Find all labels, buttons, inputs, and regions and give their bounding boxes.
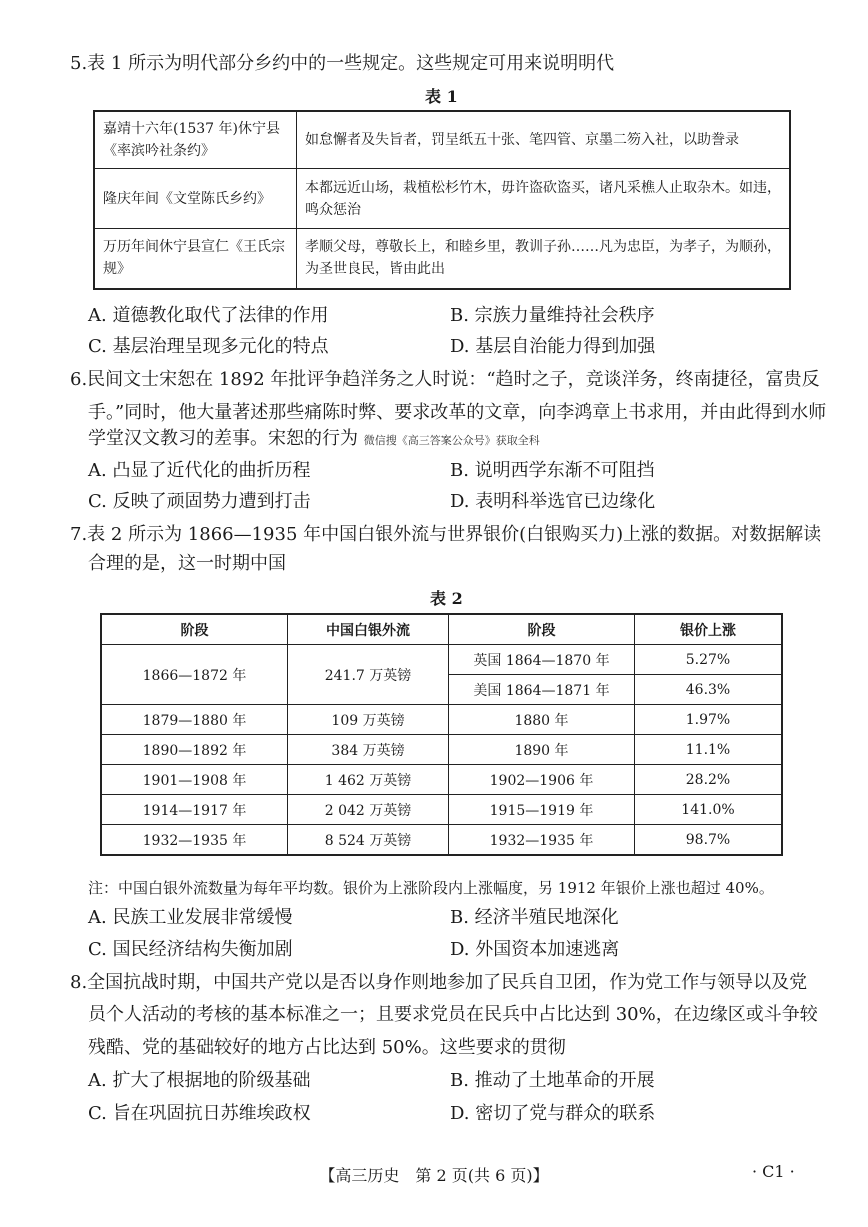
- q8-stem-line3: 残酷、党的基础较好的地方占比达到 50%。这些要求的贯彻: [88, 1037, 566, 1058]
- table-row: [101, 705, 782, 735]
- table-cell: 1880 年: [449, 705, 635, 735]
- table-cell: 141.0%: [635, 795, 783, 825]
- table-cell: 本都远近山场，栽植松杉竹木，毋许盗砍盗买，诸凡采樵人止取杂木。如违，鸣众惩治: [297, 169, 791, 229]
- table-row: [101, 645, 782, 675]
- q6-option-d[interactable]: D. 表明科举选官已边缘化: [450, 491, 656, 512]
- page-footer: 【高三历史 第 2 页(共 6 页)】: [319, 1166, 549, 1185]
- table-header-row: [101, 614, 782, 645]
- table-cell: 美国 1864—1871 年: [449, 675, 635, 705]
- table2-caption: 表 2: [430, 589, 463, 608]
- table-cell: 1879—1880 年: [101, 705, 288, 735]
- table-cell: 2 042 万英镑: [288, 795, 449, 825]
- table-header: 中国白银外流: [288, 614, 449, 645]
- table-cell: 5.27%: [635, 645, 783, 675]
- q8-option-a[interactable]: A. 扩大了根据地的阶级基础: [88, 1070, 311, 1091]
- q6-option-b[interactable]: B. 说明西学东渐不可阻挡: [450, 460, 655, 481]
- table2: [100, 613, 783, 856]
- table-row: [94, 229, 790, 289]
- table-cell: 1932—1935 年: [101, 825, 288, 856]
- q5-option-a[interactable]: A. 道德教化取代了法律的作用: [88, 305, 329, 326]
- paper-code: · C1 ·: [752, 1162, 795, 1181]
- table-cell: 384 万英镑: [288, 735, 449, 765]
- table-cell: 1 462 万英镑: [288, 765, 449, 795]
- table-cell: 11.1%: [635, 735, 783, 765]
- table-cell: 万历年间休宁县宣仁《王氏宗规》: [94, 229, 297, 289]
- table-row: [94, 169, 790, 229]
- table-cell: 如怠懈者及失旨者，罚呈纸五十张、笔四管、京墨二笏入社，以助誊录: [297, 111, 791, 169]
- q5-option-d[interactable]: D. 基层自治能力得到加强: [450, 336, 656, 357]
- q5-option-b[interactable]: B. 宗族力量维持社会秩序: [450, 305, 655, 326]
- table-cell: 隆庆年间《文堂陈氏乡约》: [94, 169, 297, 229]
- table-row: [101, 795, 782, 825]
- inline-note: 微信搜《高三答案公众号》获取全科: [363, 434, 540, 447]
- table-header: 阶段: [449, 614, 635, 645]
- table-cell: 241.7 万英镑: [288, 645, 449, 705]
- q8-option-b[interactable]: B. 推动了土地革命的开展: [450, 1070, 655, 1091]
- q7-option-c[interactable]: C. 国民经济结构失衡加剧: [88, 939, 293, 960]
- q7-option-b[interactable]: B. 经济半殖民地深化: [450, 907, 619, 928]
- table-cell: 1890—1892 年: [101, 735, 288, 765]
- q6-option-c[interactable]: C. 反映了顽固势力遭到打击: [88, 491, 311, 512]
- table1: [93, 110, 791, 290]
- q8-option-d[interactable]: D. 密切了党与群众的联系: [450, 1103, 656, 1124]
- table-row: [101, 765, 782, 795]
- q8-stem-line1: 8.全国抗战时期，中国共产党以是否以身作则地参加了民兵自卫团，作为党工作与领导以及党: [70, 972, 808, 993]
- table-cell: 1932—1935 年: [449, 825, 635, 856]
- table2-note: 注：中国白银外流数量为每年平均数。银价为上涨阶段内上涨幅度，另 1912 年银价上涨也超过 40%。: [88, 879, 774, 897]
- table-cell: 98.7%: [635, 825, 783, 856]
- q6-stem-line3: [88, 427, 540, 453]
- q8-stem-line2: 员个人活动的考核的基本标准之一；且要求党员在民兵中占比达到 30%，在边缘区或斗争较: [88, 1004, 818, 1025]
- table-cell: 1.97%: [635, 705, 783, 735]
- table-cell: 1866—1872 年: [101, 645, 288, 705]
- q6-stem-text: 学堂汉文教习的差事。宋恕的行为: [88, 428, 358, 449]
- q7-stem-line2: 合理的是，这一时期中国: [88, 553, 286, 574]
- table-cell: 8 524 万英镑: [288, 825, 449, 856]
- q5-option-c[interactable]: C. 基层治理呈现多元化的特点: [88, 336, 329, 357]
- table-row: [101, 825, 782, 856]
- table-cell: 28.2%: [635, 765, 783, 795]
- q7-option-d[interactable]: D. 外国资本加速逃离: [450, 939, 620, 960]
- table-cell: 孝顺父母，尊敬长上，和睦乡里，教训子孙……凡为忠臣，为孝子，为顺孙，为圣世良民，皆由此出: [297, 229, 791, 289]
- table-cell: 1914—1917 年: [101, 795, 288, 825]
- q6-option-a[interactable]: A. 凸显了近代化的曲折历程: [88, 460, 311, 481]
- table-header: 阶段: [101, 614, 288, 645]
- q6-stem-line1: 6.民间文士宋恕在 1892 年批评争趋洋务之人时说：“趋时之子，竞谈洋务，终南捷径，富贵反: [70, 369, 820, 390]
- table1-caption: 表 1: [425, 87, 458, 106]
- table-row: [94, 111, 790, 169]
- q8-option-c[interactable]: C. 旨在巩固抗日苏维埃政权: [88, 1103, 311, 1124]
- table-cell: 1902—1906 年: [449, 765, 635, 795]
- q7-stem-line1: 7.表 2 所示为 1866—1935 年中国白银外流与世界银价(白银购买力)上涨的数据。对数据解读: [70, 524, 822, 545]
- q7-option-a[interactable]: A. 民族工业发展非常缓慢: [88, 907, 293, 928]
- table-cell: 1890 年: [449, 735, 635, 765]
- table-cell: 嘉靖十六年(1537 年)休宁县《率滨吟社条约》: [94, 111, 297, 169]
- q5-stem: 5.表 1 所示为明代部分乡约中的一些规定。这些规定可用来说明明代: [70, 53, 615, 74]
- table-cell: 109 万英镑: [288, 705, 449, 735]
- table-header: 银价上涨: [635, 614, 783, 645]
- table-row: [101, 735, 782, 765]
- table-cell: 1901—1908 年: [101, 765, 288, 795]
- table-cell: 1915—1919 年: [449, 795, 635, 825]
- q6-stem-line2: 手。”同时，他大量著述那些痛陈时弊、要求改革的文章，向李鸿章上书求用，并由此得到水师: [88, 402, 827, 423]
- table-cell: 英国 1864—1870 年: [449, 645, 635, 675]
- table-cell: 46.3%: [635, 675, 783, 705]
